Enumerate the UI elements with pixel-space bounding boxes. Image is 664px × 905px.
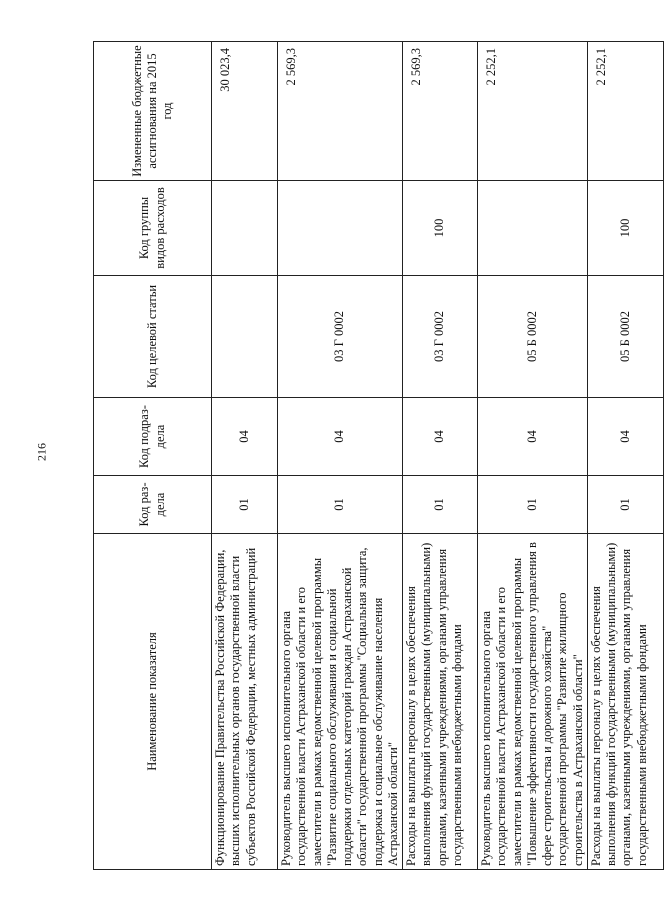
table-row (278, 42, 403, 870)
row-razdel: 01 (587, 476, 663, 534)
header-razdel: Код раз-дела (94, 476, 212, 534)
row-razdel: 01 (278, 476, 403, 534)
row-name: Руководитель высшего исполнительного органа государственной власти Астраханской области и его заместители в рамках ведомственной целевой программы "Развитие социального обслуживания и социальной поддержки отдельных категорий граждан Астраханской области" государственной программы "Социальная защита, поддержка и социальное обслуживание населения Астраханской области" (278, 534, 403, 870)
table-row (478, 42, 588, 870)
row-name: Расходы на выплаты персоналу в целях обеспечения выполнения функций государственными (муниципальными) органами, казенными учреждениями, органами управления государственными внебюджетными фондами (587, 534, 663, 870)
header-vid: Код группы видов расходов (94, 181, 212, 276)
row-podrazdel: 04 (403, 398, 478, 476)
row-vid: 100 (587, 181, 663, 276)
row-amount: 2 569,3 (403, 42, 478, 181)
row-amount: 30 023,4 (212, 42, 278, 181)
row-statya (212, 276, 278, 398)
row-name: Руководитель высшего исполнительного органа государственной власти Астраханской области и его заместители в рамках ведомственной целевой программы "Повышение эффективности государственного управления в сфере строительства и дорожного хозяйства" государственной программы "Развитие жилищного строительства в Астраханской области" (478, 534, 588, 870)
row-razdel: 01 (403, 476, 478, 534)
row-podrazdel: 04 (212, 398, 278, 476)
row-amount: 2 569,3 (278, 42, 403, 181)
row-razdel: 01 (212, 476, 278, 534)
table-row (212, 42, 278, 870)
row-statya: 05 Б 0002 (587, 276, 663, 398)
row-razdel: 01 (478, 476, 588, 534)
row-podrazdel: 04 (478, 398, 588, 476)
table-row (403, 42, 478, 870)
row-amount: 2 252,1 (478, 42, 588, 181)
row-name: Расходы на выплаты персоналу в целях обеспечения выполнения функций государственными (муниципальными) органами, казенными учреждениями, органами управления государственными внебюджетными фондами (403, 534, 478, 870)
budget-table-rotated (93, 42, 649, 870)
row-statya: 05 Б 0002 (478, 276, 588, 398)
row-vid (278, 181, 403, 276)
header-name: Наименование показателя (94, 534, 212, 870)
page-number: 216 (34, 443, 49, 461)
row-statya: 03 Г 0002 (403, 276, 478, 398)
table-header-row (94, 42, 212, 870)
header-amount: Измененные бюджетные ассигнования на 2015 год (94, 42, 212, 181)
header-statya: Код целевой статьи (94, 276, 212, 398)
row-amount: 2 252,1 (587, 42, 663, 181)
row-podrazdel: 04 (587, 398, 663, 476)
header-podrazdel: Код подраз-дела (94, 398, 212, 476)
row-vid: 100 (403, 181, 478, 276)
budget-table (93, 41, 664, 870)
row-vid (212, 181, 278, 276)
row-statya: 03 Г 0002 (278, 276, 403, 398)
row-name: Функционирование Правительства Российской Федерации, высших исполнительных органов государственной власти субъектов Российской Федерации, местных администраций (212, 534, 278, 870)
row-vid (478, 181, 588, 276)
table-row (587, 42, 663, 870)
row-podrazdel: 04 (278, 398, 403, 476)
